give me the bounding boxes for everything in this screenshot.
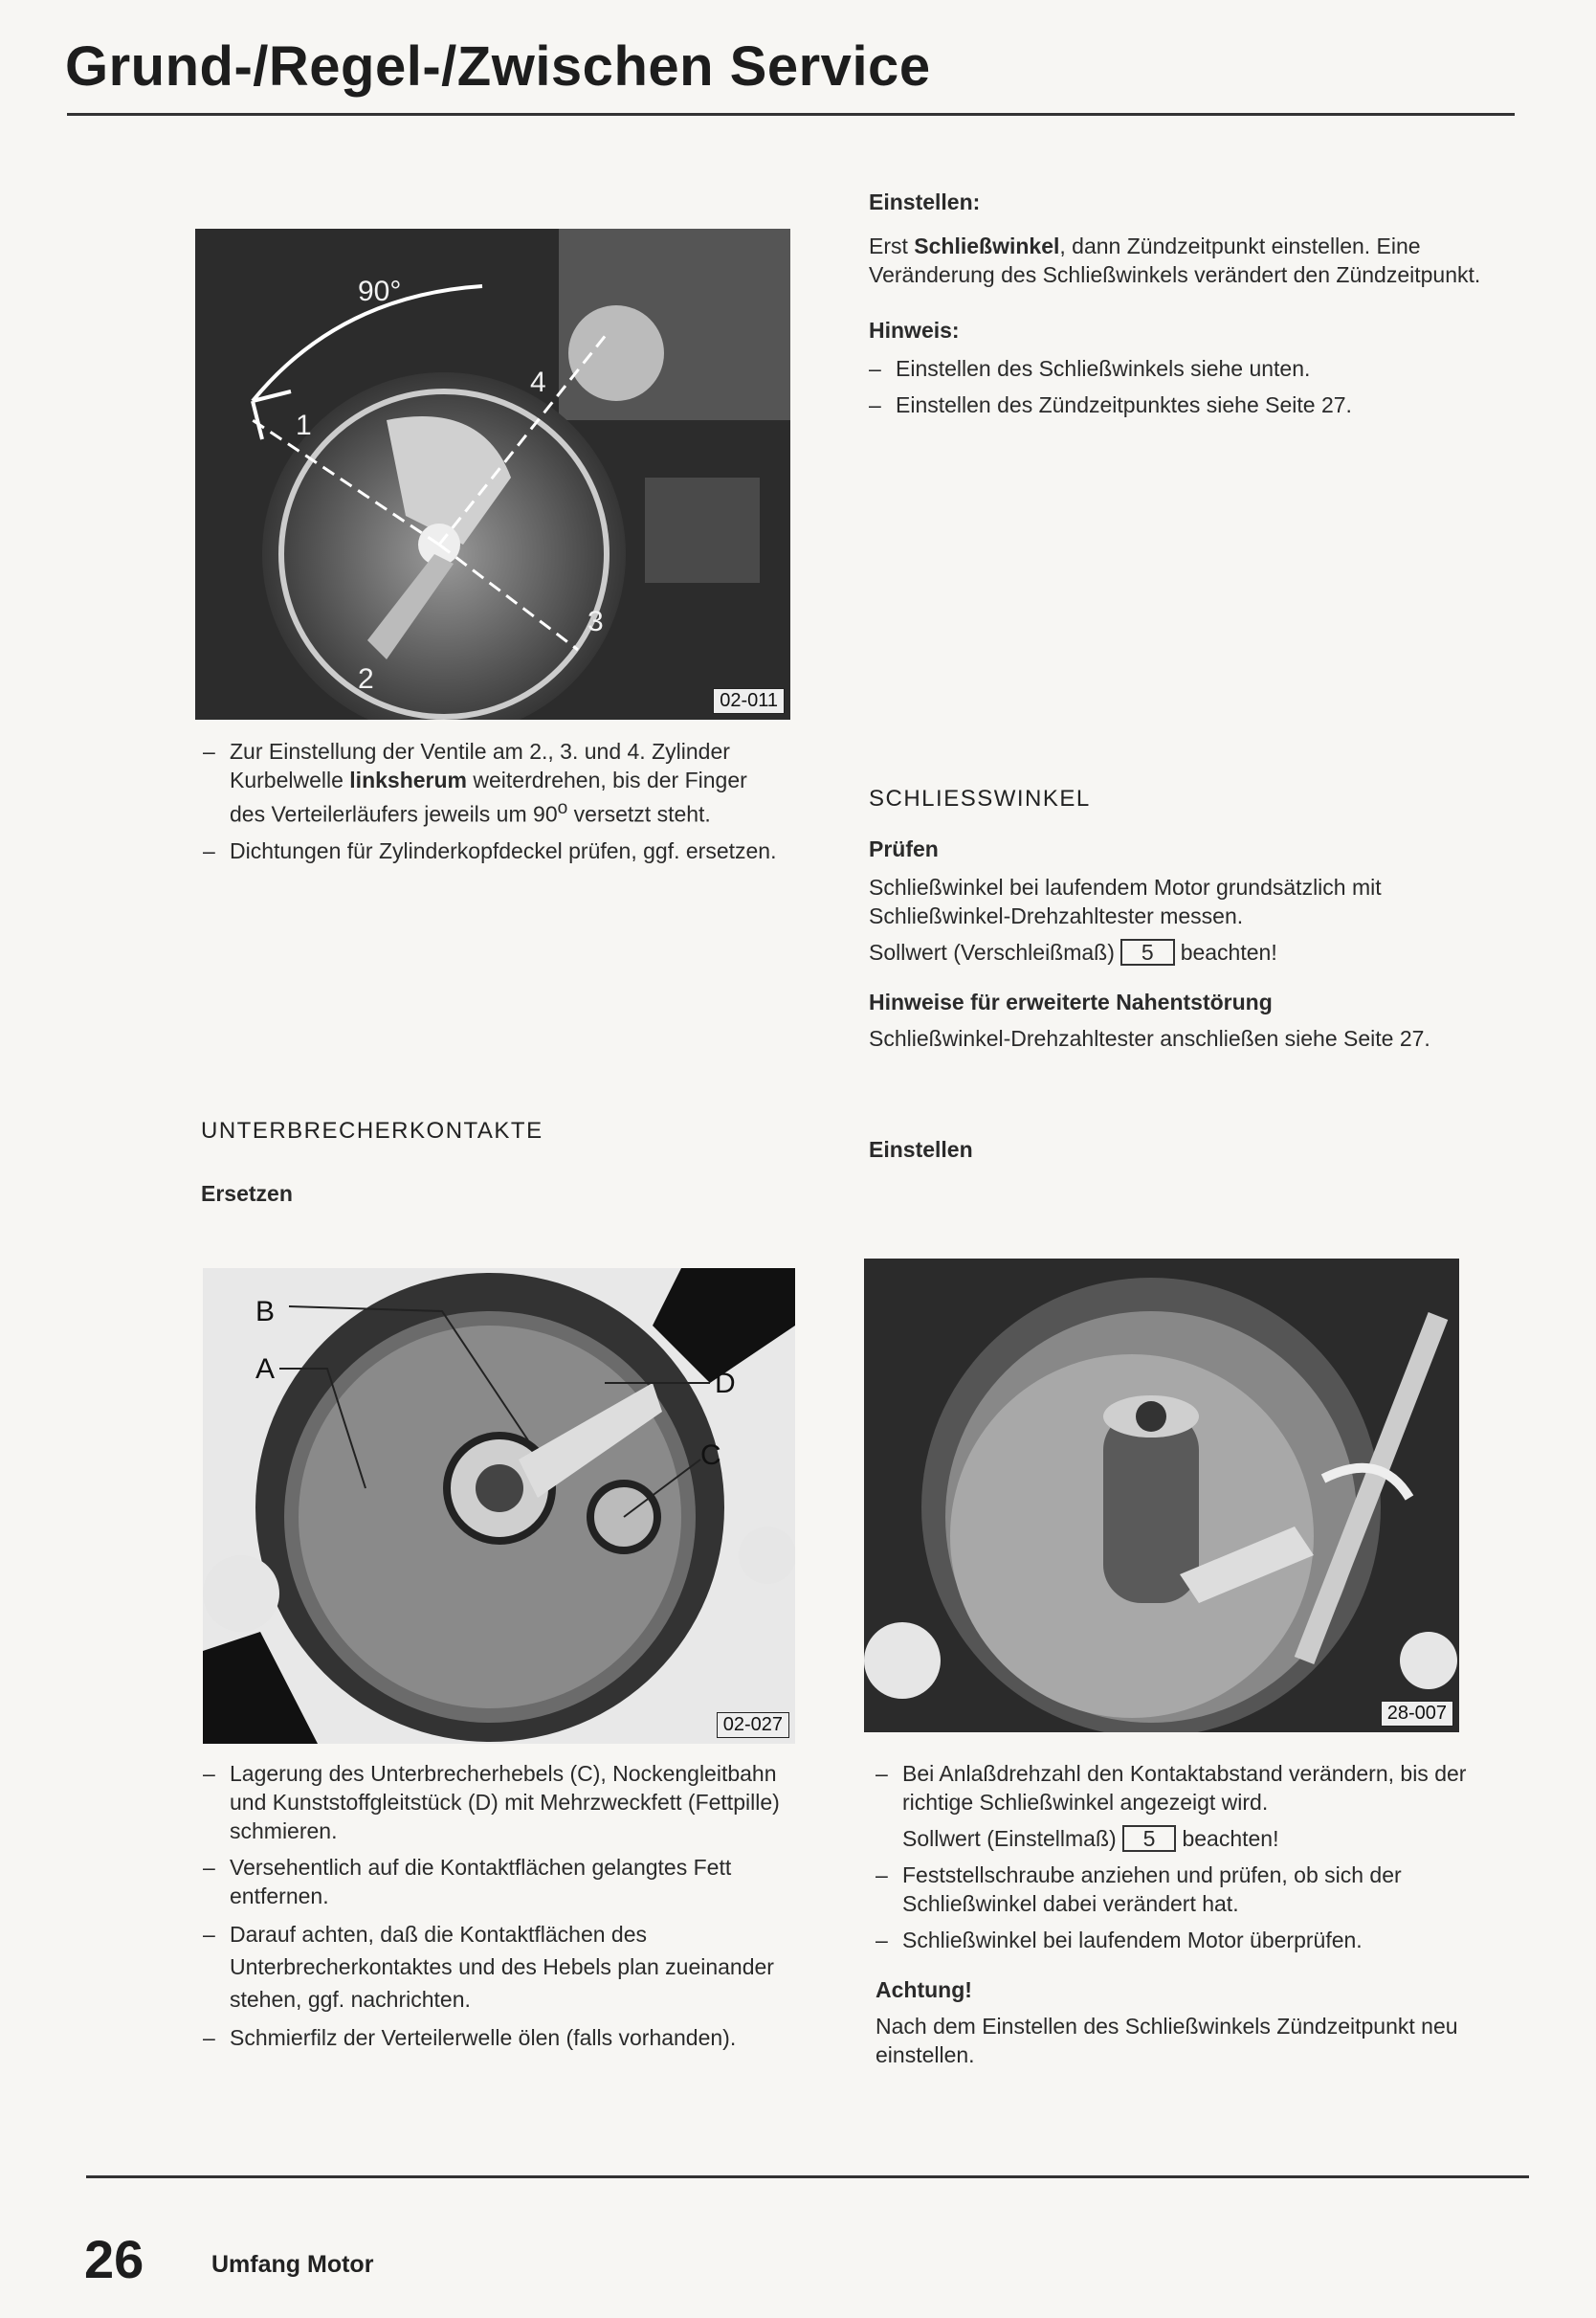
list-item: – Dichtungen für Zylinderkopfdeckel prüfen, ggf. ersetzen. [203, 836, 777, 865]
page-title: Grund-/Regel-/Zwischen Service [65, 35, 931, 98]
list-item: – Lagerung des Unterbrecherhebels (C), Nockengleitbahn und Kunststoffgleitstück (D) mit Mehrzweckfett (Fettpille) schmieren. [203, 1759, 787, 1845]
hinweis-heading: Hinweis: [869, 318, 960, 343]
schliesswinkel-section [869, 785, 1481, 1164]
sollwert-line [869, 938, 1481, 967]
achtung-text: Nach dem Einstellen des Schließwinkels Zündzeitpunkt neu einstellen. [876, 2014, 1458, 2067]
text: Zur Einstellung der Ventile am 2., 3. und 4. Zylinder Kurbelwelle [230, 739, 730, 792]
callout-1: 1 [296, 410, 312, 441]
hinweis-list [869, 354, 1481, 419]
adjust-photo-illustration [864, 1259, 1459, 1732]
hint-heading: Hinweise für erweiterte Nahentstörung [869, 990, 1273, 1014]
list-item [203, 737, 777, 829]
achtung-heading: Achtung! [876, 1977, 972, 2002]
list-item: – Feststellschraube anziehen und prüfen, ob sich der Schließwinkel dabei verändert hat. [876, 1861, 1488, 1918]
list-item: – Darauf achten, daß die Kontaktflächen des Unterbrecherkontaktes und des Hebels plan zueinander stehen, ggf. nachrichten. [203, 1918, 787, 2016]
left-top-section [203, 737, 777, 873]
degree-sup: o [557, 798, 568, 818]
breaker-photo-illustration [203, 1268, 795, 1744]
figure-code: 02-027 [717, 1712, 789, 1738]
list-item: – Schließwinkel bei laufendem Motor überprüfen. [876, 1926, 1488, 1954]
figure-distributor-rotor [195, 229, 790, 720]
sollwert-value-box: 5 [1122, 1825, 1177, 1852]
figure-code: 28-007 [1381, 1701, 1453, 1727]
distributor-photo-illustration [195, 229, 790, 720]
section-heading: SCHLIESSWINKEL [869, 786, 1091, 812]
hint-text: Schließwinkel-Drehzahltester anschließen siehe Seite 27. [869, 1026, 1430, 1051]
list-item: – Einstellen des Zündzeitpunktes siehe Seite 27. [869, 390, 1481, 419]
list-item: – Versehentlich auf die Kontaktflächen gelangtes Fett entfernen. [203, 1853, 787, 1910]
list-item [876, 1759, 1488, 1853]
callout-c: C [700, 1439, 721, 1471]
header-rule [67, 113, 1515, 116]
pruefen-text: Schließwinkel bei laufendem Motor grundsätzlich mit Schließwinkel-Drehzahltester messen. [869, 875, 1382, 928]
callout-a: A [255, 1353, 276, 1385]
text-bold: Schließwinkel [914, 234, 1060, 258]
text: versetzt steht. [567, 801, 711, 827]
footer-section: Umfang Motor [211, 2251, 374, 2278]
einstellen-text [869, 232, 1481, 289]
left-bottom-section [203, 1759, 787, 2060]
text: Sollwert (Verschleißmaß) [869, 940, 1115, 965]
list-item: – Schmierfilz der Verteilerwelle ölen (falls vorhanden). [203, 2023, 787, 2052]
sollwert-line [902, 1824, 1488, 1853]
text: beachten! [1180, 940, 1277, 965]
text: Sollwert (Einstellmaß) [902, 1826, 1117, 1851]
figure-dwell-adjust [864, 1259, 1459, 1732]
text: beachten! [1182, 1826, 1279, 1851]
angle-label: 90° [358, 276, 402, 307]
list-item: – Einstellen des Schließwinkels siehe unten. [869, 354, 1481, 383]
einstellen-subheading: Einstellen [869, 1137, 973, 1162]
text-rest: , dann Zündzeitpunkt einstellen. Eine Veränderung des Schließwinkels verändert den Zündzeitpunkt. [869, 234, 1481, 287]
einstellen-heading: Einstellen: [869, 189, 981, 214]
figure-code: 02-011 [713, 688, 785, 714]
pruefen-heading: Prüfen [869, 836, 939, 861]
callout-b: B [255, 1296, 276, 1327]
callout-d: D [715, 1368, 736, 1399]
unterbrecher-heading: UNTERBRECHERKONTAKTE [201, 1118, 543, 1144]
callout-4: 4 [530, 367, 546, 398]
figure-breaker-points [203, 1268, 795, 1744]
callout-3: 3 [587, 606, 604, 637]
right-top-section [869, 188, 1481, 427]
footer-rule [86, 2175, 1529, 2178]
text: Bei Anlaßdrehzahl den Kontaktabstand verändern, bis der richtige Schließwinkel angezeigt wird. [902, 1761, 1467, 1815]
text-bold: linksherum [349, 768, 468, 792]
page-number: 26 [84, 2229, 144, 2289]
text: weiterdrehen, bis der Finger des Verteilerläufers jeweils um 90 [230, 768, 747, 827]
text-prefix: Erst [869, 234, 915, 258]
ersetzen-heading: Ersetzen [201, 1181, 293, 1206]
right-bottom-section [876, 1759, 1488, 2069]
callout-2: 2 [358, 663, 374, 695]
sollwert-value-box: 5 [1120, 939, 1175, 966]
